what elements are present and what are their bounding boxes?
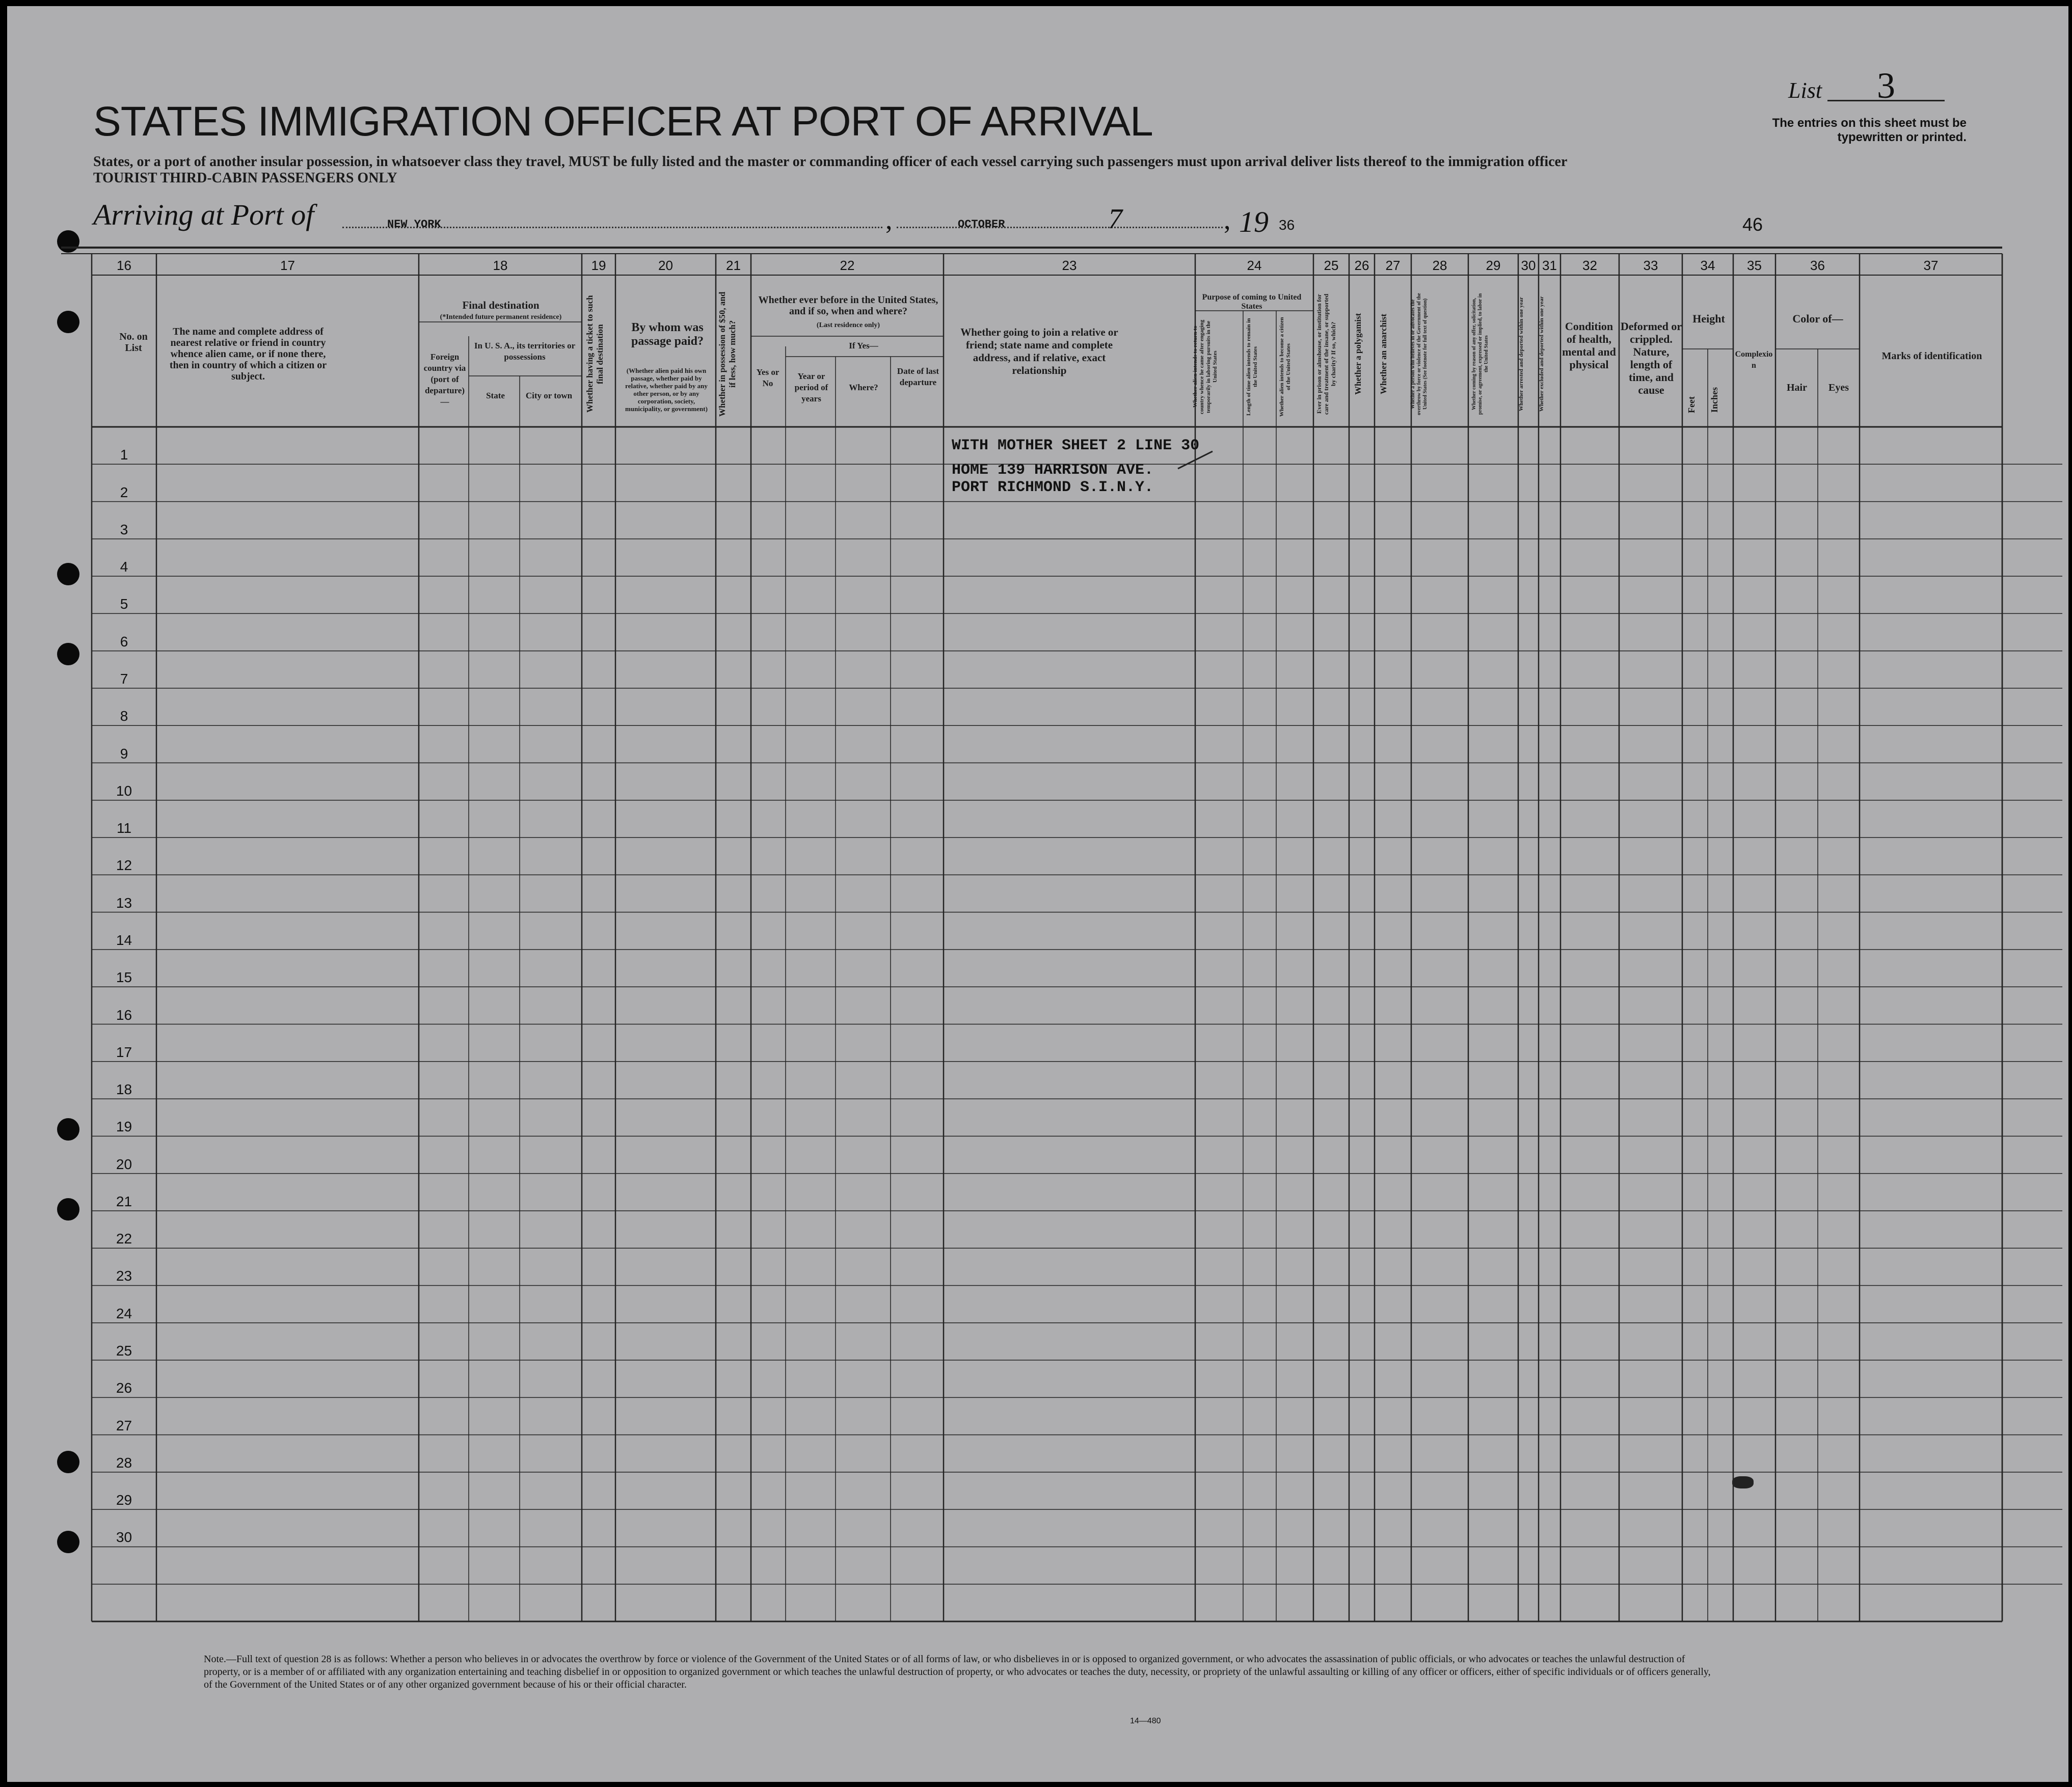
footnote: Note.—Full text of question 28 is as follows: Whether a person who believes in or advocates the overthrow by force or violence of the Government of the United States or of all forms of law, or who disbelieves in or is opposed to organized government, or who advocates the assassination of public officials, or who advocates or teaches the unlawful destruction of property, or is a member of or affiliated with any organization entertaining and teaching disbelief in or opposition to organized government or which teaches the unlawful destruction of property, or who advocates or teaches the duty, necessity, or propriety of the unlawful assaulting or killing of any officer or officers, either of specific individuals or of officers generally, of the Government of the United States or of any other organized government because of his or their official character.	[204, 1654, 1711, 1690]
col37-header: Marks of identification	[1881, 350, 1982, 362]
row-number: 24	[116, 1305, 132, 1321]
row-number: 23	[116, 1268, 132, 1284]
row-number: 11	[116, 820, 132, 836]
col27-header: Whether an anarchist	[1379, 313, 1388, 395]
col17-header: The name and complete address of nearest relative or friend in country whence alien came, or if none there, then in country of which a citizen or subject.	[169, 326, 327, 382]
column-number: 29	[1486, 258, 1501, 273]
row-number: 9	[120, 745, 128, 762]
row-number: 22	[116, 1231, 132, 1247]
row-number: 20	[116, 1156, 132, 1172]
row-number: 3	[120, 521, 128, 537]
col18-title: Final destination	[462, 299, 540, 311]
col31-header: Whether excluded and deported within one year	[1539, 296, 1545, 412]
col30-header: Whether arrested and deported within one year	[1518, 297, 1524, 411]
row-number: 5	[120, 596, 128, 612]
row-number: 16	[116, 1007, 132, 1023]
row-number: 4	[120, 559, 128, 575]
col21-header: Whether in possession of $50, and if less, how much?	[717, 291, 737, 417]
col23-header: Whether going to join a relative or friend; state name and complete address, and if relative, exact relationship	[960, 326, 1118, 376]
row-number: 7	[120, 670, 128, 687]
col22-sub: (Last residence only)	[816, 321, 880, 329]
col24a-header: Whether alien intends to return to country whence he came after engaging temporarily in laboring pursuits in the United States	[1192, 319, 1218, 414]
comma: ,	[885, 204, 893, 235]
col16-header: No. on List	[119, 331, 148, 354]
column-number: 22	[840, 258, 855, 273]
col36-hair: Hair	[1787, 382, 1807, 393]
col20-sub: (Whether alien paid his own passage, whether paid by relative, whether paid by any other person, or by any corporation, society, municipality, or government)	[625, 367, 708, 413]
row-number: 13	[116, 895, 132, 911]
form-number: 14—480	[1130, 1717, 1161, 1725]
col22-title: Whether ever before in the United States, and if so, when and where?	[758, 294, 938, 317]
col22-where: Where?	[849, 383, 878, 392]
form-title: STATES IMMIGRATION OFFICER AT PORT OF ARRIVAL	[93, 98, 1153, 145]
col24c-header: Whether alien intends to become a citizen of the United States	[1279, 317, 1291, 417]
row-number: 25	[116, 1343, 132, 1359]
col33-header: Deformed or crippled. Nature, length of time, and cause	[1620, 320, 1682, 396]
col29-header: Whether coming by reason of any offer, solicitation, promise, or agreement, expressed or implied, to labor in the United States	[1471, 293, 1489, 415]
col24b-header: Length of time alien intends to remain in the United States	[1246, 318, 1258, 416]
column-number: 32	[1582, 258, 1597, 273]
column-number: 27	[1385, 258, 1401, 273]
entry-line-1: WITH MOTHER SHEET 2 LINE 30	[952, 437, 1200, 454]
ink-blot	[1732, 1476, 1754, 1488]
row-number: 29	[116, 1492, 132, 1508]
col35-header: Complexion	[1735, 350, 1773, 370]
col34-feet: Feet	[1686, 396, 1697, 414]
col34-inches: Inches	[1709, 387, 1719, 413]
port-value: NEW YORK	[387, 218, 441, 231]
col22-ifyes: If Yes—	[849, 341, 878, 350]
row-number: 2	[120, 484, 128, 500]
column-number: 34	[1700, 258, 1715, 273]
row-number: 1	[120, 447, 128, 463]
column-number: 18	[493, 258, 508, 273]
row-number: 12	[116, 857, 132, 874]
entries-note: The entries on this sheet must be typewritten or printed.	[1772, 116, 1967, 144]
column-number: 24	[1247, 258, 1262, 273]
col22-years: Year or period of years	[794, 371, 828, 403]
day-value: 7	[1108, 203, 1122, 235]
col19-header: Whether having a ticket to such final destination	[585, 295, 605, 413]
column-number: 20	[658, 258, 673, 273]
col20-title: By whom was passage paid?	[631, 321, 704, 348]
column-number: 30	[1521, 258, 1536, 273]
col18-state: State	[486, 391, 505, 400]
class-line: TOURIST THIRD-CABIN PASSENGERS ONLY	[93, 170, 397, 186]
arriving-label: Arriving at Port of	[93, 198, 314, 231]
row-number: 26	[116, 1380, 132, 1396]
col32-header: Condition of health, mental and physical	[1562, 320, 1616, 371]
row-number: 15	[116, 969, 132, 986]
column-number: 28	[1432, 258, 1447, 273]
column-number: 37	[1923, 258, 1939, 273]
col22-yesno: Yes or No	[756, 367, 779, 388]
check-mark	[1177, 448, 1218, 474]
col36-eyes: Eyes	[1828, 382, 1849, 393]
row-number: 19	[116, 1119, 132, 1135]
column-number: 33	[1643, 258, 1658, 273]
list-label: List	[1788, 78, 1822, 103]
row-number: 14	[116, 932, 132, 948]
column-number: 23	[1062, 258, 1077, 273]
row-number: 28	[116, 1454, 132, 1471]
col26-header: Whether a polygamist	[1353, 313, 1363, 395]
entry-line-3: PORT RICHMOND S.I.N.Y.	[952, 479, 1154, 496]
row-number: 8	[120, 708, 128, 724]
column-number: 36	[1810, 258, 1825, 273]
year-prefix: 19	[1239, 205, 1269, 238]
row-number: 27	[116, 1417, 132, 1433]
col18-sub: (*Intended future permanent residence)	[440, 313, 562, 321]
col34-title: Height	[1692, 312, 1725, 325]
column-number: 25	[1324, 258, 1339, 273]
column-number: 35	[1747, 258, 1762, 273]
col25-header: Ever in prison or almshouse, or institution for care and treatment of the insane, or supported by charity? If so, which?	[1315, 293, 1337, 415]
col24-title: Purpose of coming to United States	[1202, 293, 1302, 311]
col18-usa: In U. S. A., its territories or possessions	[474, 341, 576, 362]
column-number: 19	[591, 258, 606, 273]
row-number: 21	[116, 1193, 132, 1209]
month-value: OCTOBER	[958, 218, 1005, 231]
column-number: 16	[117, 258, 131, 273]
col36-title: Color of—	[1792, 312, 1843, 325]
row-number: 17	[116, 1044, 132, 1060]
subtitle-text: States, or a port of another insular possession, in whatsoever class they travel, MUST be fully listed and the master or commanding officer of each vessel carrying such passengers must upon arrival deliver lists thereof to the immigration officer	[93, 154, 1568, 170]
row-number: 30	[116, 1529, 132, 1546]
column-number: 26	[1354, 258, 1369, 273]
entry-line-2: HOME 139 HARRISON AVE.	[952, 462, 1154, 479]
column-number: 17	[280, 258, 295, 273]
comma: ,	[1224, 204, 1231, 235]
column-number: 21	[726, 258, 741, 273]
column-number: 31	[1542, 258, 1557, 273]
year-suffix: 36	[1279, 217, 1295, 233]
row-number: 18	[116, 1081, 132, 1098]
row-number: 6	[120, 633, 128, 649]
col22-date: Date of last departure	[897, 366, 939, 387]
col28-header: Whether a person who believes in or advocates the overthrow by force or violence of the Government of the United States (See footnote for full text of question)	[1410, 293, 1428, 415]
row-number: 10	[116, 782, 132, 799]
col18-city: City or town	[525, 391, 573, 400]
list-number: 3	[1827, 71, 1945, 101]
sheet-mark: 46	[1742, 214, 1763, 235]
col18-foreign: Foreign country via (port of departure)—	[423, 352, 466, 407]
